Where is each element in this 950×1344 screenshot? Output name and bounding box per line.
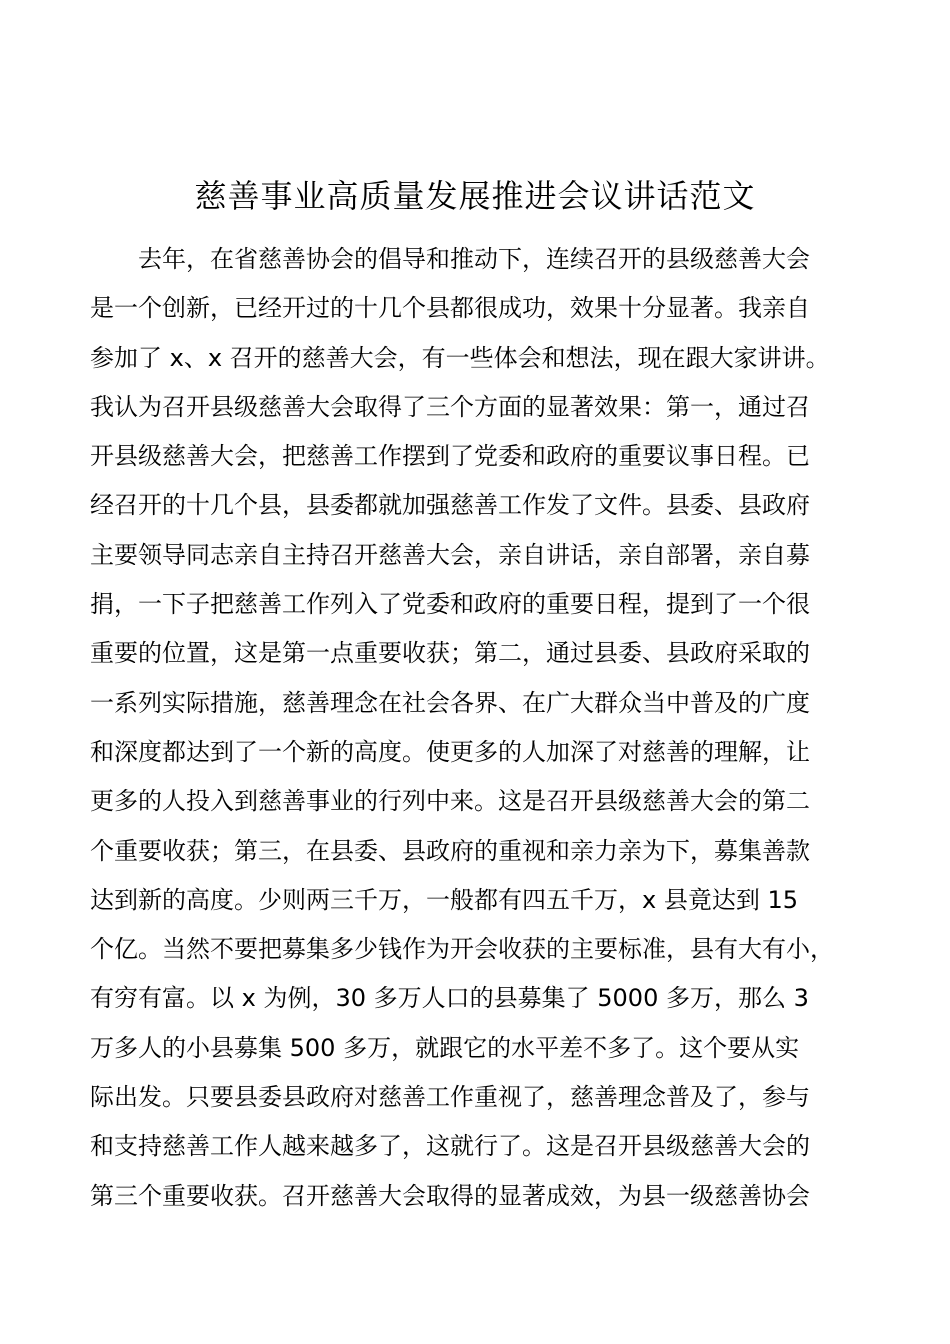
body-line: 一系列实际措施，慈善理念在社会各界、在广大群众当中普及的广度	[90, 688, 810, 717]
body-line: 重要的位置，这是第一点重要收获；第二，通过县委、县政府采取的	[90, 639, 810, 668]
document-title: 慈善事业高质量发展推进会议讲话范文	[194, 177, 756, 215]
body-line: 我认为召开县级慈善大会取得了三个方面的显著效果：第一，通过召	[90, 392, 810, 421]
body-line: 参加了 x、x 召开的慈善大会，有一些体会和想法，现在跟大家讲讲。	[90, 343, 830, 372]
document-body	[90, 235, 870, 1221]
body-line: 和支持慈善工作人越来越多了，这就行了。这是召开县级慈善大会的	[90, 1132, 810, 1161]
body-line: 个亿。当然不要把募集多少钱作为开会收获的主要标准，县有大有小，	[90, 935, 834, 964]
body-line: 际出发。只要县委县政府对慈善工作重视了，慈善理念普及了，参与	[90, 1083, 810, 1112]
body-line: 捐，一下子把慈善工作列入了党委和政府的重要日程，提到了一个很	[90, 590, 810, 619]
body-line: 第三个重要收获。召开慈善大会取得的显著成效，为县一级慈善协会	[90, 1181, 810, 1210]
body-line: 更多的人投入到慈善事业的行列中来。这是召开县级慈善大会的第二	[90, 787, 810, 816]
body-line: 万多人的小县募集 500 多万，就跟它的水平差不多了。这个要从实	[90, 1033, 800, 1062]
body-line: 是一个创新，已经开过的十几个县都很成功，效果十分显著。我亲自	[90, 294, 810, 323]
body-line: 经召开的十几个县，县委都就加强慈善工作发了文件。县委、县政府	[90, 491, 810, 520]
body-line: 开县级慈善大会，把慈善工作摆到了党委和政府的重要议事日程。已	[90, 442, 810, 471]
body-line: 有穷有富。以 x 为例，30 多万人口的县募集了 5000 多万，那么 3	[90, 984, 809, 1013]
body-line: 达到新的高度。少则两三千万，一般都有四五千万，x 县竟达到 15	[90, 885, 798, 914]
body-line: 主要领导同志亲自主持召开慈善大会，亲自讲话，亲自部署，亲自募	[90, 540, 810, 569]
body-line: 和深度都达到了一个新的高度。使更多的人加深了对慈善的理解，让	[90, 737, 810, 766]
body-line: 个重要收获；第三，在县委、县政府的重视和亲力亲为下，募集善款	[90, 836, 810, 865]
body-line: 去年，在省慈善协会的倡导和推动下，连续召开的县级慈善大会	[90, 245, 810, 273]
